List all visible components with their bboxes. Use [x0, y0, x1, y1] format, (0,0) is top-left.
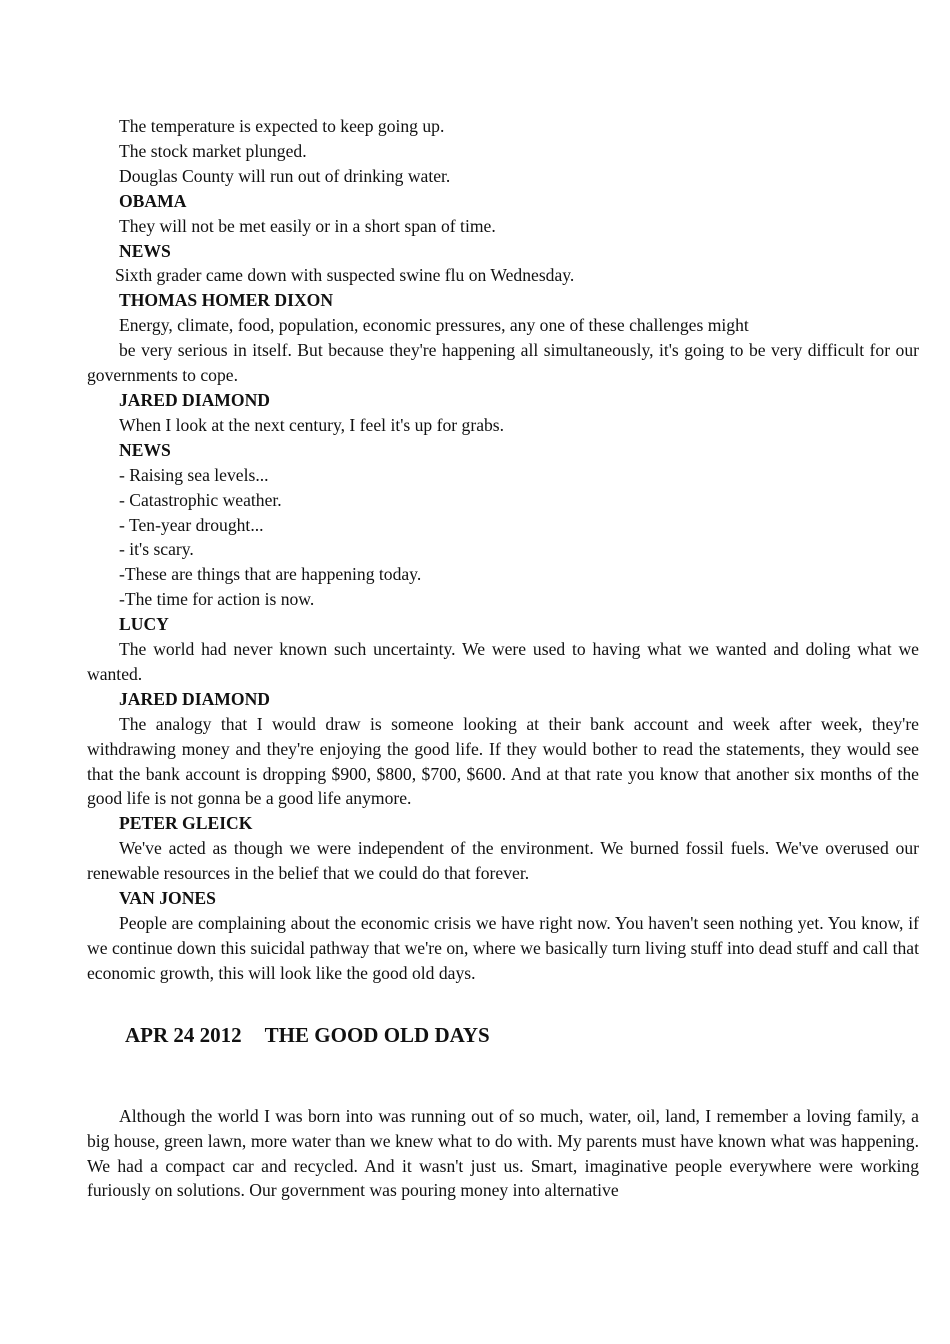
line-drought: - Ten-year drought...: [119, 514, 264, 535]
line-van-jones-quote: People are complaining about the economic crisis we have right now. You haven't seen nothing yet. You know, if we continue down this suicidal pathway that we're on, where we basically turn living stuff into dead stuff and call that economic growth, this will look like the good old days.: [87, 913, 919, 983]
section-heading: [87, 1022, 919, 1048]
speaker-jared-diamond-2: JARED DIAMOND: [119, 688, 271, 709]
line-douglas-county: Douglas County will run out of drinking water.: [119, 165, 451, 186]
line-dixon-quote-1: Energy, climate, food, population, economic pressures, any one of these challenges might: [119, 315, 749, 336]
heading-title: THE GOOD OLD DAYS: [264, 1022, 490, 1047]
line-sea-levels: - Raising sea levels...: [119, 464, 269, 485]
document-page: [87, 114, 919, 1203]
line-dixon-quote-2: be very serious in itself. But because they're happening all simultaneously, it's going to be very difficult for our governments to cope.: [87, 340, 919, 386]
speaker-news-2: NEWS: [119, 439, 171, 460]
speaker-obama: OBAMA: [119, 190, 187, 211]
line-lucy-quote: The world had never known such uncertainty. We were used to having what we wanted and doling what we wanted.: [87, 639, 919, 684]
line-stock-market: The stock market plunged.: [119, 140, 307, 161]
line-diamond-analogy: The analogy that I would draw is someone looking at their bank account and week after week, they're withdrawing money and they're enjoying the good life. If they would bother to read the statements, they would see that the bank account is dropping $900, $800, $700, $600. And at that rate you know that another six months of the good life is not gonna be a good life anymore.: [87, 713, 919, 809]
line-temperature: The temperature is expected to keep going up.: [119, 116, 445, 136]
line-gleick-quote: We've acted as though we were independent of the environment. We burned fossil fuels. We've overused our renewable resources in the belief that we could do that forever.: [87, 838, 919, 884]
speaker-news: NEWS: [119, 240, 171, 261]
speaker-thomas-homer-dixon: THOMAS HOMER DIXON: [119, 290, 334, 311]
line-obama-quote: They will not be met easily or in a short span of time.: [119, 215, 496, 236]
speaker-van-jones: VAN JONES: [119, 888, 216, 909]
speaker-peter-gleick: PETER GLEICK: [119, 813, 253, 834]
line-time-for-action: -The time for action is now.: [119, 589, 315, 610]
line-swine-flu: Sixth grader came down with suspected swine flu on Wednesday.: [115, 265, 575, 286]
line-scary: - it's scary.: [119, 539, 194, 560]
line-catastrophic-weather: - Catastrophic weather.: [119, 489, 282, 510]
line-diamond-quote: When I look at the next century, I feel it's up for grabs.: [119, 414, 505, 435]
speaker-jared-diamond: JARED DIAMOND: [119, 389, 271, 410]
speaker-lucy: LUCY: [119, 614, 169, 635]
closing-paragraph: Although the world I was born into was running out of so much, water, oil, land, I remember a loving family, a big house, green lawn, more water than we knew what to do with. My parents must have known what was happening. We had a compact car and recycled. And it wasn't just us. Smart, imaginative people everywhere were working furiously on solutions. Our government was pouring money into alternative: [87, 1105, 919, 1201]
heading-date: APR 24 2012: [125, 1022, 242, 1047]
line-happening-today: -These are things that are happening today.: [119, 564, 422, 585]
